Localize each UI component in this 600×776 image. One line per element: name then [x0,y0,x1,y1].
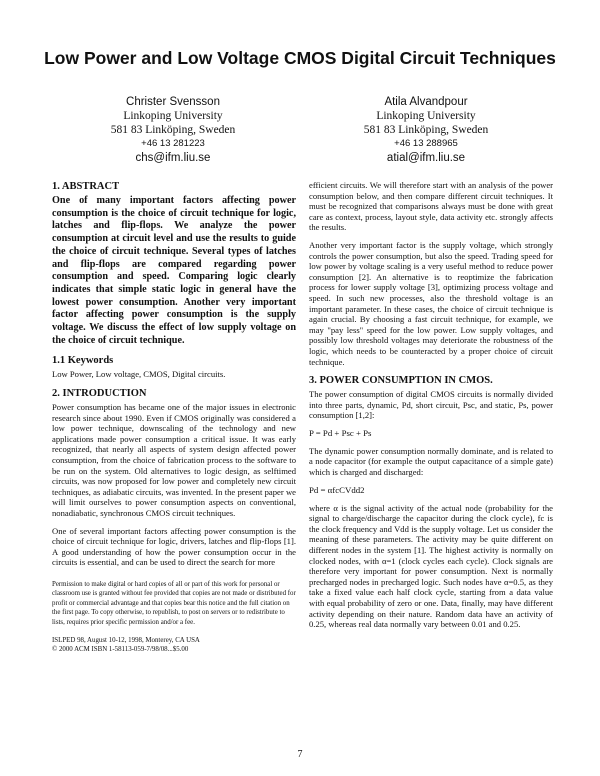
author-email: atial@ifm.liu.se [386,152,466,164]
right-paragraph-2: Another very important factor is the supply voltage, which strongly controls the power consumption, but also the speed. Trading speed for low power by voltage scaling is a very useful method to reduce power consumption [2]. An alternative is to reoptimize the fabrication process for lower supply voltage [3], optimizing process voltage and speed. In such new processes, also the threshold voltage is an important parameter. In these cases, the choice of circuit technique is again crucial. By choosing a fast circuit technique, for example, we may "pay less" speed for the low power. Low supply voltages, and possibly low threshold voltages may deteriorate the robustness of the logic, which needs to be counteracted by a proper choice of circuit technique. [309,239,553,367]
abstract-text: One of many important factors affecting power consumption is the choice of circuit technique for logic, latches and flip-flops. We analyze the power consumption at circuit level and use the results to guide the choice of circuit technique. Several types of latches and flip-flops are compared regarding power consumption and speed. Comparing logic clearly indicates that simple static logic in general have the lowest power consumption. Another very important factor affecting power consumption is the supply voltage. We discuss the effect of low supply voltage on the choice of circuit technique. [52,195,296,346]
permission-notice: Permission to make digital or hard copies of all or part of this work for personal or classroom use is granted without fee provided that copies are not made or distributed for profit or commercial advantage and that copies bear this notice and the full citation on the first page. To copy otherwise, to republish, to post on servers or to redistribute to lists, requires prior specific permission and/or a fee. [52,580,296,626]
author-address: 581 83 Linköping, Sweden [363,124,489,136]
keywords-heading: 1.1 Keywords [52,355,114,367]
author-phone: +46 13 288965 [394,138,458,149]
author-name: Atila Alvandpour [384,96,468,108]
intro-paragraph-1: Power consumption has became one of the major issues in electronic research since about 1990. Even if CMOS originally was considered a low power technique, downscaling of the technology and new applications made power consumption a critical issue. It was early recognized, that nearly all aspects of system design affected power consumption, from the choice of fabrication process to the software to be run on the system. Old alternatives to logic design, as selftimed circuits, was now proposed for low power and completely new circuit techniques, as adiabatic circuits, was invented. In the present paper we will limit ourselves to power consumption aspects on conventional, nonadiabatic, synchronous CMOS circuit techniques. [52,402,296,518]
author-2 [316,95,536,165]
section3-heading: 3. POWER CONSUMPTION IN CMOS. [309,375,493,387]
abstract-heading: 1. ABSTRACT [52,181,120,192]
section3-paragraph-1: The power consumption of digital CMOS circuits is normally divided into three parts, dynamic, Pd, short circuit, Psc, and static, Ps, power consumption [1,2]: [309,389,553,421]
conference-info: ISLPED 98, August 10-12, 1998, Monterey, CA USA [52,636,200,644]
introduction-heading: 2. INTRODUCTION [52,388,147,400]
keywords-text: Low Power, Low voltage, CMOS, Digital circuits. [52,369,226,380]
section3-paragraph-3: where α is the signal activity of the actual node (probability for the signal to charge/discharge the capacitor during the clock cycle), fc is the clock frequency and Vdd is the supply voltage. Let us consider the meaning of these parameters. The activity may be quite different on different nodes in the system [1]. The highest activity is normally on clocked nodes, with α=1 (clock cycles each cycle). Clock signals are therefore very important for power consumption. Next is normally precharged nodes in precharged logic. Such nodes have α=0.5, as they take a fixed value each half clock cycle, starting from a data value with equal probability of zero or one. Data, finally, may have different activity depending on their nature. Random data have an activity of 0.25, whereas real data normally vary between 0.01 and 0.25. [309,502,553,630]
author-email: chs@ifm.liu.se [135,152,211,164]
right-column [309,180,553,630]
equation-1: P = Pd + Psc + Ps [309,427,372,438]
left-column [52,180,296,655]
intro-paragraph-2: One of several important factors affecting power consumption is the choice of circuit technique for logic, drivers, latches and flip-flops [1]. A good understanding of how the power consumption occur in the circuits is essential, and can be used to direct the search for more [52,525,296,568]
author-phone: +46 13 281223 [141,138,205,149]
section3-paragraph-2: The dynamic power consumption normally dominate, and is related to a node capacitor (for example the output capacitance of a simple gate) which is charged and discharged: [309,445,553,478]
paper-title: Low Power and Low Voltage CMOS Digital Circuit Techniques [44,48,556,68]
copyright-line: © 2000 ACM ISBN 1-58113-059-7/98/08...$5.00 [52,646,189,654]
page-number: 7 [297,749,303,760]
author-1 [63,95,283,165]
author-name: Christer Svensson [126,96,220,108]
author-address: 581 83 Linköping, Sweden [110,124,236,136]
right-paragraph-1: efficient circuits. We will therefore start with an analysis of the power consumption below, and then compare different circuit techniques. It must be recognized that comparisons always must be done with great care as context, process, layout style, data activity etc. strongly affects the results. [309,180,553,233]
equation-2: Pd = αfcCVdd2 [309,484,365,495]
author-affiliation: Linkoping University [376,110,476,122]
author-affiliation: Linkoping University [123,110,223,122]
